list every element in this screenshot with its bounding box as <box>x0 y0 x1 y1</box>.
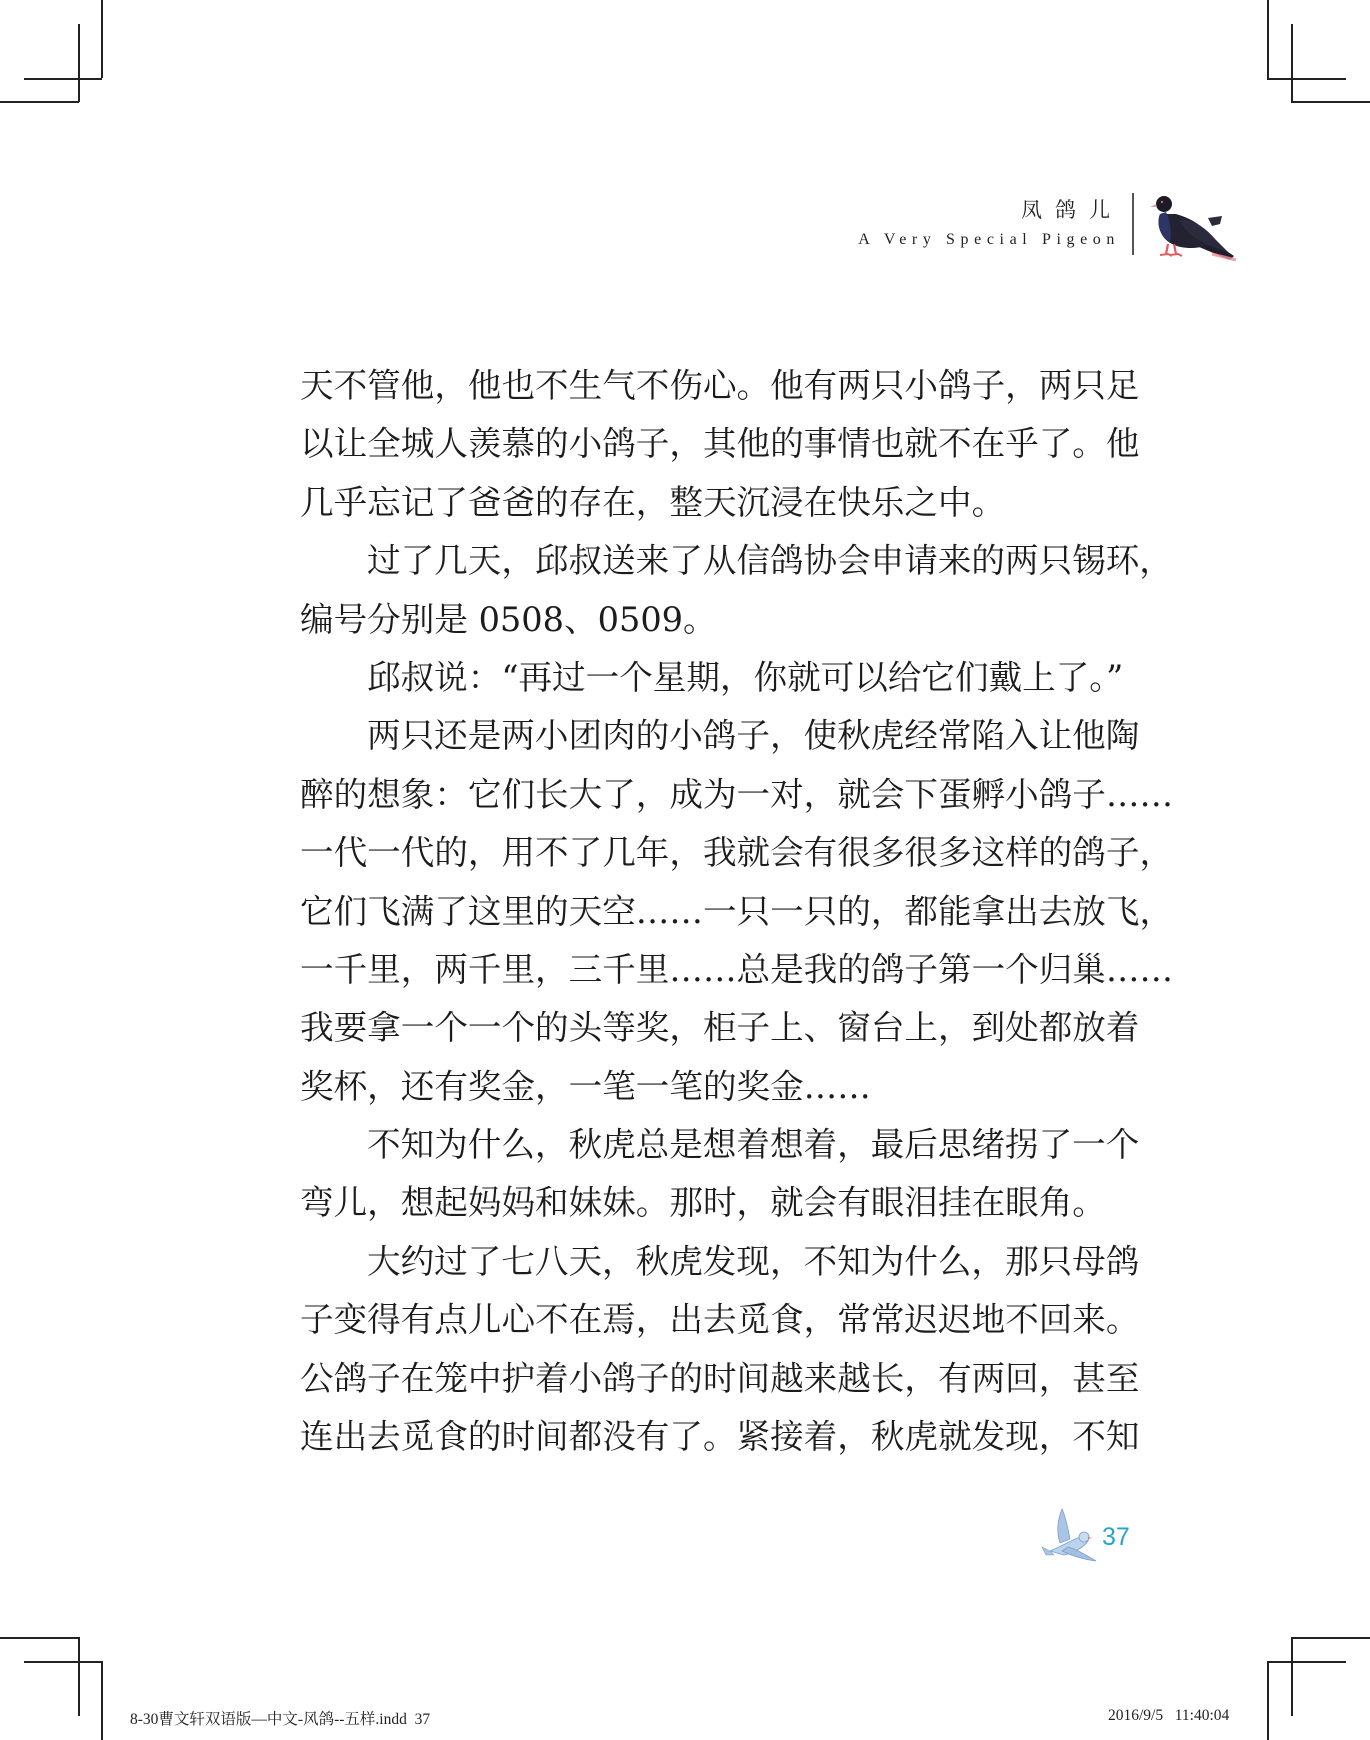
crop-mark <box>1291 1637 1293 1716</box>
crop-mark <box>78 1637 80 1716</box>
page-number: 37 <box>1102 1523 1130 1551</box>
crop-mark <box>0 1637 79 1639</box>
crop-mark <box>1267 78 1346 80</box>
text-line: 奖杯，还有奖金，一笔一笔的奖金…… <box>300 1066 871 1106</box>
header-divider <box>1132 193 1134 255</box>
text-line: 天不管他，他也不生气不伤心。他有两只小鸽子，两只足 <box>300 366 1140 405</box>
slug-timestamp: 2016/9/5 11:40:04 <box>1108 1707 1230 1724</box>
crop-mark <box>24 78 102 80</box>
text-line: 我要拿一个一个的头等奖，柜子上、窗台上，到处都放着 <box>300 1008 1140 1048</box>
text-line: 邱叔说：“再过一个星期，你就可以给它们戴上了。” <box>367 657 1124 697</box>
crop-mark <box>1291 24 1293 102</box>
folio <box>1040 1505 1180 1575</box>
text-line: 编号分别是 0508、0509。 <box>300 599 717 639</box>
body-text <box>300 357 1174 1466</box>
pigeon-icon <box>1146 188 1240 264</box>
text-line: 不知为什么，秋虎总是想着想着，最后思绪拐了一个 <box>367 1125 1140 1165</box>
crop-mark <box>101 1661 103 1740</box>
text-line: 公鸽子在笼中护着小鸽子的时间越来越长，有两回，甚至 <box>300 1358 1140 1398</box>
crop-mark <box>24 1661 103 1663</box>
crop-mark <box>1267 0 1269 78</box>
flying-dove-icon <box>1040 1505 1100 1567</box>
book-title-chinese: 凤鸽儿 <box>1021 198 1123 222</box>
slug-filename: 8-30曹文轩双语版—中文-风鸽--五样.indd 37 <box>130 1711 431 1728</box>
book-title-english: A Very Special Pigeon <box>858 231 1120 248</box>
running-head <box>858 196 1123 251</box>
text-line: 连出去觅食的时间都没有了。紧接着，秋虎就发现，不知 <box>300 1417 1140 1457</box>
text-line: 子变得有点儿心不在焉，出去觅食，常常迟迟地不回来。 <box>300 1300 1140 1340</box>
crop-mark <box>101 0 103 78</box>
crop-mark <box>1291 101 1370 103</box>
crop-mark <box>1267 1661 1346 1663</box>
crop-mark <box>1267 1661 1269 1740</box>
text-line: 大约过了七八天，秋虎发现，不知为什么，那只母鸽 <box>367 1241 1140 1281</box>
text-line: 两只还是两小团肉的小鸽子，使秋虎经常陷入让他陶 <box>367 716 1140 756</box>
text-line: 过了几天，邱叔送来了从信鸽协会申请来的两只锡环， <box>367 541 1173 581</box>
text-line: 一千里，两千里，三千里……总是我的鸽子第一个归巢…… <box>300 949 1174 989</box>
text-line: 醉的想象：它们长大了，成为一对，就会下蛋孵小鸽子…… <box>300 774 1174 814</box>
text-line: 它们飞满了这里的天空……一只一只的，都能拿出去放飞， <box>300 891 1174 931</box>
crop-mark <box>78 24 80 102</box>
crop-mark <box>1291 1637 1370 1639</box>
text-line: 弯儿，想起妈妈和妹妹。那时，就会有眼泪挂在眼角。 <box>300 1183 1106 1223</box>
crop-mark <box>0 101 79 103</box>
text-line: 一代一代的，用不了几年，我就会有很多很多这样的鸽子， <box>300 833 1174 873</box>
text-line: 几乎忘记了爸爸的存在，整天沉浸在快乐之中。 <box>300 482 1006 522</box>
text-line: 以让全城人羡慕的小鸽子，其他的事情也就不在乎了。他 <box>300 424 1140 464</box>
